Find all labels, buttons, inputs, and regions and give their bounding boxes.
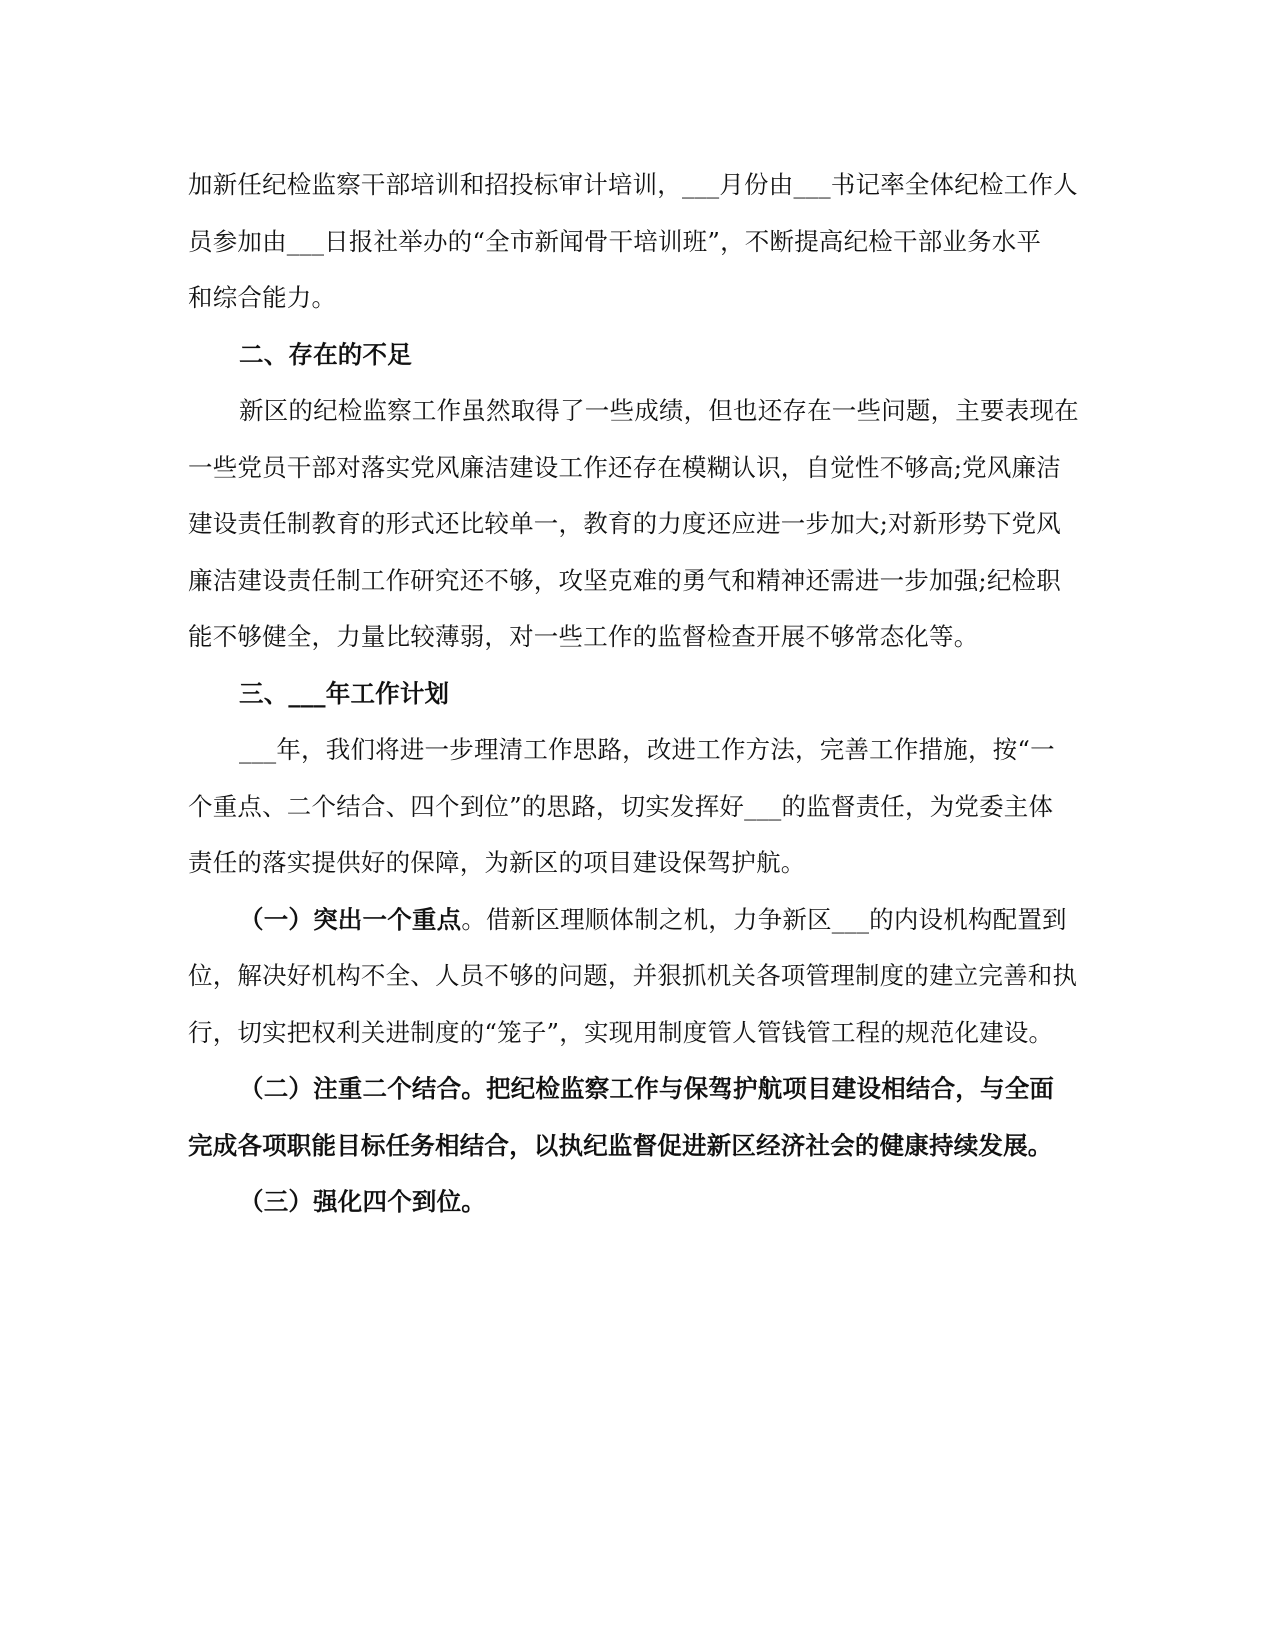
- subheading-inline: （一）突出一个重点: [239, 905, 462, 934]
- paragraph-line: 个重点、二个结合、四个到位”的思路，切实发挥好___的监督责任，为党委主体: [188, 792, 1054, 821]
- paragraph-line: 廉洁建设责任制工作研究还不够，攻坚克难的勇气和精神还需进一步加强;纪检职: [188, 566, 1061, 595]
- paragraph-line: 一些党员干部对落实党风廉洁建设工作还存在模糊认识，自觉性不够高;党风廉洁: [188, 453, 1061, 482]
- paragraph-line: 加新任纪检监察干部培训和招投标审计培训，___月份由___书记率全体纪检工作人: [188, 170, 1078, 199]
- paragraph-line: 建设责任制教育的形式还比较单一，教育的力度还应进一步加大;对新形势下党风: [188, 509, 1061, 538]
- section-heading: 二、存在的不足: [239, 340, 412, 369]
- paragraph-line: 位，解决好机构不全、人员不够的问题，并狠抓机关各项管理制度的建立完善和执: [188, 961, 1078, 990]
- paragraph-line-bold: 完成各项职能目标任务相结合，以执纪监督促进新区经济社会的健康持续发展。: [188, 1131, 1053, 1160]
- paragraph-line-mixed: [239, 905, 1067, 935]
- paragraph-line: 责任的落实提供好的保障，为新区的项目建设保驾护航。: [188, 848, 806, 877]
- paragraph-line: 和综合能力。: [188, 283, 337, 312]
- paragraph-line: 行，切实把权利关进制度的“笼子”，实现用制度管人管钱管工程的规范化建设。: [188, 1018, 1054, 1047]
- paragraph-text: 。借新区理顺体制之机，力争新区___的内设机构配置到: [461, 905, 1067, 934]
- paragraph-line: 新区的纪检监察工作虽然取得了一些成绩，但也还存在一些问题，主要表现在: [239, 396, 1079, 425]
- paragraph-line: 能不够健全，力量比较薄弱，对一些工作的监督检查开展不够常态化等。: [188, 622, 979, 651]
- section-heading: 三、___年工作计划: [239, 679, 450, 708]
- paragraph-line: 员参加由___日报社举办的“全市新闻骨干培训班”，不断提高纪检干部业务水平: [188, 227, 1042, 256]
- subheading: （三）强化四个到位。: [239, 1187, 486, 1216]
- paragraph-line-bold: （二）注重二个结合。把纪检监察工作与保驾护航项目建设相结合，与全面: [239, 1074, 1055, 1103]
- paragraph-line: ___年，我们将进一步理清工作思路，改进工作方法，完善工作措施，按“一: [239, 735, 1055, 764]
